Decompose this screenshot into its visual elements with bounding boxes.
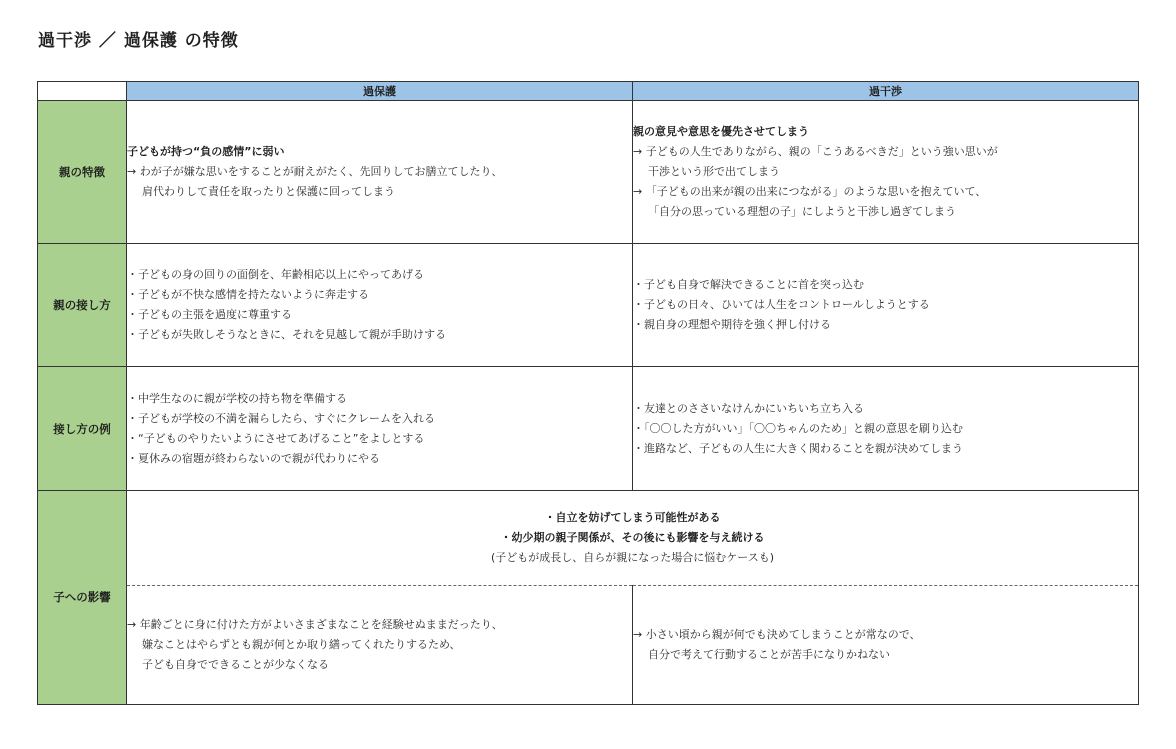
cell-impact-left <box>127 585 633 704</box>
impact-right-line: 自分で考えて行動することが苦手になりかねない <box>648 647 890 661</box>
approach-left-item: ・子どもの身の回りの面倒を、年齢相応以上にやってあげる <box>127 268 424 282</box>
traits-left-line: 肩代わりして責任を取ったりと保護に回ってしまう <box>142 185 395 199</box>
impact-shared-line: ・幼少期の親子関係が、その後にも影響を与え続ける <box>500 530 765 544</box>
row-label-traits: 親の特徴 <box>38 101 127 244</box>
examples-right-item: ・友達とのささいなけんかにいちいち立ち入る <box>633 401 864 415</box>
cell-traits-left <box>127 101 633 244</box>
row-label-impact: 子への影響 <box>38 490 127 704</box>
row-examples <box>38 367 1139 490</box>
cell-approach-right <box>633 244 1139 367</box>
traits-right-line: 干渉という形で出てしまう <box>648 165 780 179</box>
impact-left-line: 嫌なことはやらずとも親が何とか取り繕ってくれたりするため、 <box>142 637 461 651</box>
header-row <box>38 82 1139 101</box>
traits-left-heading: 子どもが持つ“負の感情”に弱い <box>127 145 285 159</box>
corner-cell <box>38 82 127 101</box>
examples-right-item: ・「〇〇した方がいい」「〇〇ちゃんのため」と親の意思を刷り込む <box>633 421 963 435</box>
row-approach <box>38 244 1139 367</box>
approach-right-item: ・親自身の理想や期待を強く押し付ける <box>633 318 831 332</box>
examples-left-item: ・夏休みの宿題が終わらないので親が代わりにやる <box>127 451 380 465</box>
traits-right-heading: 親の意見や意思を優先させてしまう <box>633 125 809 139</box>
traits-right-line: 「自分の思っている理想の子」にしようと干渉し過ぎてしまう <box>648 205 956 219</box>
page-title: 過干渉 ／ 過保護 の特徴 <box>38 31 239 51</box>
row-impact-split <box>38 585 1139 704</box>
impact-left-line: → 年齢ごとに身に付けた方がよいさまざまなことを経験せぬままだったり、 <box>127 617 503 631</box>
row-label-approach: 親の接し方 <box>38 244 127 367</box>
traits-right-line: → 子どもの人生でありながら、親の「こうあるべきだ」という強い思いが <box>633 145 998 159</box>
cell-impact-shared <box>127 490 1139 585</box>
row-label-examples: 接し方の例 <box>38 367 127 490</box>
cell-impact-right <box>633 585 1139 704</box>
column-header-overinterference: 過干渉 <box>633 82 1139 101</box>
traits-left-line: → わが子が嫌な思いをすることが耐えがたく、先回りしてお膳立てしたり、 <box>127 165 503 179</box>
impact-left-line: 子ども自身でできることが少なくなる <box>142 657 329 671</box>
examples-right-item: ・進路など、子どもの人生に大きく関わることを親が決めてしまう <box>633 441 963 455</box>
impact-right-line: → 小さい頃から親が何でも決めてしまうことが常なので、 <box>633 627 921 641</box>
column-header-overprotection: 過保護 <box>127 82 633 101</box>
traits-right-line: → 「子どもの出来が親の出来につながる」のような思いを抱えていて、 <box>633 185 987 199</box>
comparison-table <box>37 81 1139 705</box>
approach-left-item: ・子どもの主張を過度に尊重する <box>127 308 292 322</box>
impact-shared-line: ・自立を妨げてしまう可能性がある <box>544 510 721 524</box>
cell-traits-right <box>633 101 1139 244</box>
row-traits <box>38 101 1139 244</box>
cell-approach-left <box>127 244 633 367</box>
approach-left-item: ・子どもが失敗しそうなときに、それを見越して親が手助けする <box>127 328 446 342</box>
cell-examples-right <box>633 367 1139 490</box>
impact-shared-note: (子どもが成長し、自らが親になった場合に悩むケースも) <box>490 550 775 564</box>
approach-left-item: ・子どもが不快な感情を持たないように奔走する <box>127 288 369 302</box>
examples-left-item: ・子どもが学校の不満を漏らしたら、すぐにクレームを入れる <box>127 411 435 425</box>
row-impact-shared <box>38 490 1139 585</box>
approach-right-item: ・子ども自身で解決できることに首を突っ込む <box>633 278 864 292</box>
examples-left-item: ・中学生なのに親が学校の持ち物を準備する <box>127 391 347 405</box>
examples-left-item: ・“子どものやりたいようにさせてあげること”をよしとする <box>127 431 425 445</box>
approach-right-item: ・子どもの日々、ひいては人生をコントロールしようとする <box>633 298 930 312</box>
cell-examples-left <box>127 367 633 490</box>
